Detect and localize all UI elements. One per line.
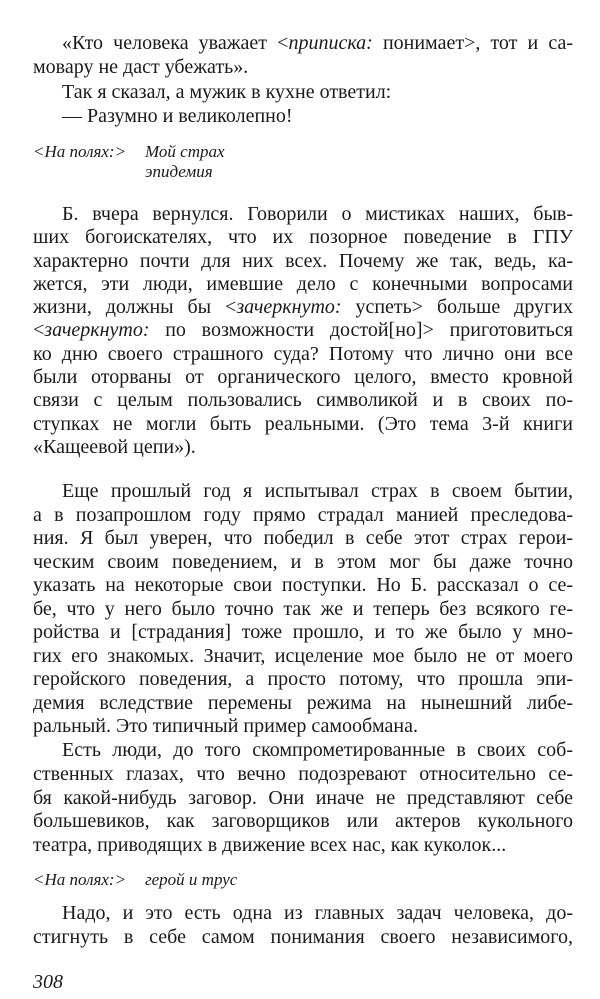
text-line: жется, эти люди, имевшие дело с конечными вопросами [33, 272, 573, 295]
text-line: ральный. Это типичный пример самообмана. [33, 715, 418, 737]
text-line: большевиков, как заговорщиков или актеров кукольного [33, 810, 573, 833]
margin-note-label: <На полях:> [33, 870, 127, 889]
text-line: связи с целым пользовались символикой и в своих по- [33, 389, 573, 412]
text-line: ко дню своего страшного суда? Потому что лично они все [33, 342, 573, 365]
text-line: стигнуть в себе самом понимания своего независимого, [33, 926, 573, 948]
text-line: Б. вчера вернулся. Говорили о мистиках наших, быв- [62, 203, 573, 225]
margin-note-fear [33, 142, 225, 182]
margin-note-label: <На полях:> [33, 142, 127, 161]
paragraph-mystics [33, 203, 573, 459]
text-line: бе, что у него было точно так же и теперь без всякого ге- [33, 597, 573, 620]
text-line: Так я сказал, а мужик в кухне ответил: [62, 80, 392, 103]
text-line: гих его знакомых. Значит, исцеление мое было не от моего [33, 644, 573, 667]
page-number: 308 [33, 971, 63, 993]
text-line: <зачеркнуто: по возможности достой[но]> приготовиться [33, 319, 573, 342]
text-line: ройства и [страдания] тоже прошло, и то же было у мно- [33, 621, 573, 643]
text-line: ственных глазах, что вечно подозревают относительно се- [33, 762, 573, 785]
text-line: театра, приводящих в движение всех нас, как куколок... [33, 834, 507, 857]
paragraph-quote [33, 31, 573, 128]
text-line: Еще прошлый год я испытывал страх в своем бытии, [62, 480, 573, 502]
text-line: — Разумно и великолепно! [62, 104, 293, 127]
text-line: жизни, должны бы <зачеркнуто: успеть> больше других [33, 296, 573, 319]
text-line: ния. Я был уверен, что победил в себе этот страх герои- [33, 527, 573, 549]
editorial-marker: приписка: [288, 32, 373, 54]
editorial-marker: зачеркнуто: [44, 319, 150, 342]
editorial-marker: зачеркнуто: [236, 296, 342, 319]
text-line: геройского поведения, а просто потому, что прошла эпи- [33, 668, 573, 690]
margin-note-text: Мой страх [145, 142, 225, 161]
margin-note-text: герой и трус [145, 870, 238, 889]
text-line: Надо, и это есть одна из главных задач человека, до- [62, 902, 573, 924]
text-line: указать на некоторые свои поступки. Но Б. рассказал о се- [33, 574, 573, 596]
text-line: ступках не могли быть реальными. (Это тема 3-й книги [33, 412, 573, 435]
paragraph-task [33, 901, 573, 949]
text-line: демия вследствие перемены режима на нынешний либе- [33, 691, 573, 714]
paragraph-compromised [33, 739, 573, 858]
text-line: «Кащеевой цепи»). [33, 435, 196, 458]
paragraph-fear [33, 480, 573, 739]
text-line: а в позапрошлом году прямо страдал манией преследова- [33, 503, 573, 526]
margin-note-text: эпидемия [145, 162, 213, 181]
text-line: ческим своим поведением, и в этом мог бы даже точно [33, 550, 573, 573]
text-line: ших богоискателях, что их позорное поведение в ГПУ [33, 226, 573, 249]
text-line: были оторваны от органического целого, вместо кровной [33, 366, 573, 389]
text-line: мовару не даст убежать». [33, 56, 249, 79]
margin-note-hero [33, 870, 237, 890]
text-line: характерно почти для них всех. Почему же так, ведь, ка- [33, 249, 573, 272]
text-line: «Кто человека уважает <приписка: понимает>, тот и са- [62, 32, 573, 54]
text-line: Есть люди, до того скомпрометированные в своих соб- [62, 739, 573, 761]
text-line: бя какой-нибудь заговор. Они иначе не представляют себе [33, 786, 573, 809]
